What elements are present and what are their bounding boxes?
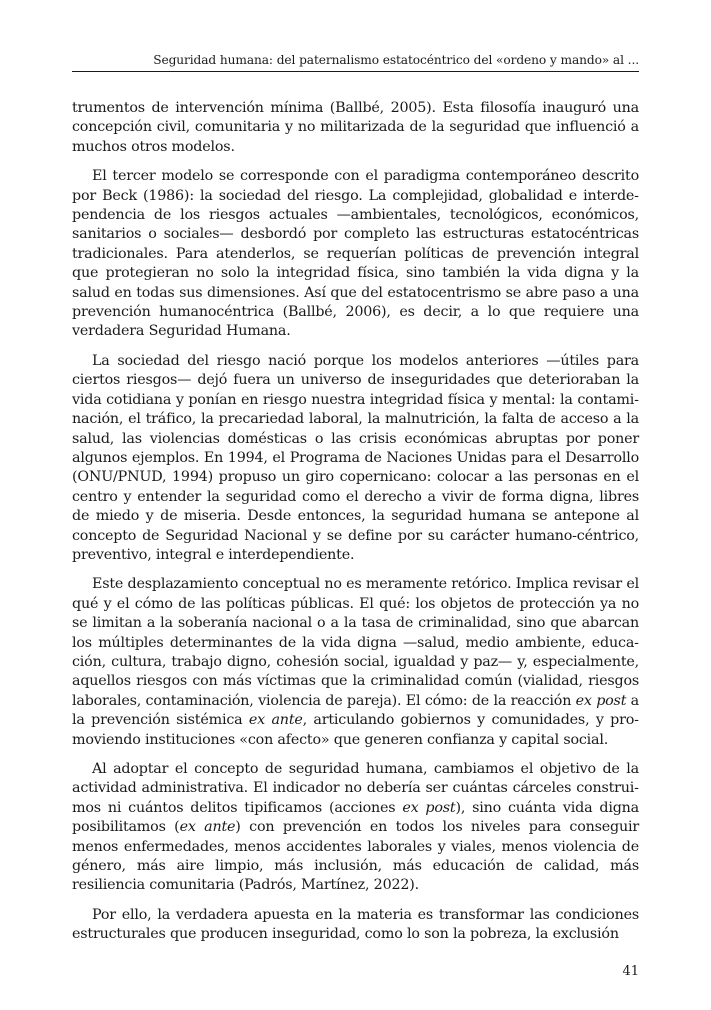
paragraph	[72, 99, 639, 157]
text-run: Por ello, la verdadera apuesta en la materia es transformar las condiciones estructurales que producen inseguridad, como lo son la pobreza, la exclusión	[72, 906, 639, 943]
paragraph	[72, 760, 639, 896]
italic-text: ex ante	[248, 712, 303, 729]
text-run: a la prevención sistémica	[72, 692, 639, 729]
text-run: ), sino cuánta vida digna posibilitamos (	[72, 799, 639, 836]
text-run: La sociedad del riesgo nació porque los modelos anteriores —útiles para ciertos riesgos— dejó fuera un universo de inseguridades que deterioraban la vida cotidiana y ponían en riesgo nuestra integridad física y mental: la contaminación, el tráfico, la precariedad laboral, la malnutrición, la falta de acceso a la salud, las violencias domésticas o las crisis económicas abruptas por poner algunos ejemplos. En 1994, el Programa de Naciones Unidas para el Desarrollo (ONU/PNUD, 1994) propuso un giro copernicano: colocar a las personas en el centro y entender la seguridad como el derecho a vivir de forma digna, libres de miedo y de miseria. Desde entonces, la seguridad humana se antepone al concepto de Seguridad Nacional y se define por su carácter humano-céntrico, preventivo, integral e interdependiente.	[72, 352, 639, 563]
header-rule	[72, 71, 639, 72]
paragraph	[72, 906, 639, 945]
paragraph	[72, 352, 639, 565]
text-run: Al adoptar el concepto de seguridad humana, cambiamos el objetivo de la actividad administrativa. El indicador no debería ser cuántas cárceles construimos ni cuántos delitos tipificamos (acciones	[72, 761, 639, 816]
text-run: El tercer modelo se corresponde con el paradigma contemporáneo descrito por Beck (1986): la sociedad del riesgo. La complejidad, globalidad e interdependencia de los riesgos actuales —ambientales, tecnológicos, económicos, sanitarios o sociales— desbordó por completo las estructuras estatocéntricas tradicionales. Para atenderlos, se requerían políticas de prevención integral que protegieran no solo la integridad física, sino también la vida digna y la salud en todas sus dimensiones. Así que del estatocentrismo se abre paso a una prevención humanocéntrica (Ballbé, 2006), es decir, a lo que requiere una verdadera Seguridad Humana.	[72, 168, 639, 340]
italic-text: ex post	[575, 692, 627, 709]
italic-text: ex ante	[179, 819, 236, 836]
italic-text: ex post	[402, 799, 456, 816]
page-number: 41	[622, 964, 639, 979]
text-run: ) con prevención en todos los niveles para conseguir menos enfermedades, menos accidentes laborales y viales, menos violencia de género, más aire limpio, más inclusión, más educación de calidad, más resiliencia comunitaria (Padrós, Martínez, 2022).	[72, 819, 639, 894]
text-run: Este desplazamiento conceptual no es meramente retórico. Implica revisar el qué y el cómo de las políticas públicas. El qué: los objetos de protección ya no se limitan a la soberanía nacional o a la tasa de criminalidad, sino que abarcan los múltiples determinantes de la vida digna —salud, medio ambiente, educación, cultura, trabajo digno, cohesión social, igualdad y paz— y, especialmente, aquellos riesgos con más víctimas que la criminalidad común (vialidad, riesgos laborales, contaminación, violencia de pareja). El cómo: de la reacción	[72, 576, 639, 709]
running-head: Seguridad humana: del paternalismo estatocéntrico del «ordeno y mando» al ...	[153, 53, 639, 67]
paragraph	[72, 167, 639, 342]
paragraph	[72, 575, 639, 750]
body-text	[72, 99, 639, 955]
text-run: trumentos de intervención mínima (Ballbé, 2005). Esta filosofía inauguró una concepción civil, comunitaria y no militarizada de la seguridad que influenció a muchos otros modelos.	[72, 100, 639, 155]
text-run: , articulando gobiernos y comunidades, y promoviendo instituciones «con afecto» que generen confianza y capital social.	[72, 712, 639, 748]
